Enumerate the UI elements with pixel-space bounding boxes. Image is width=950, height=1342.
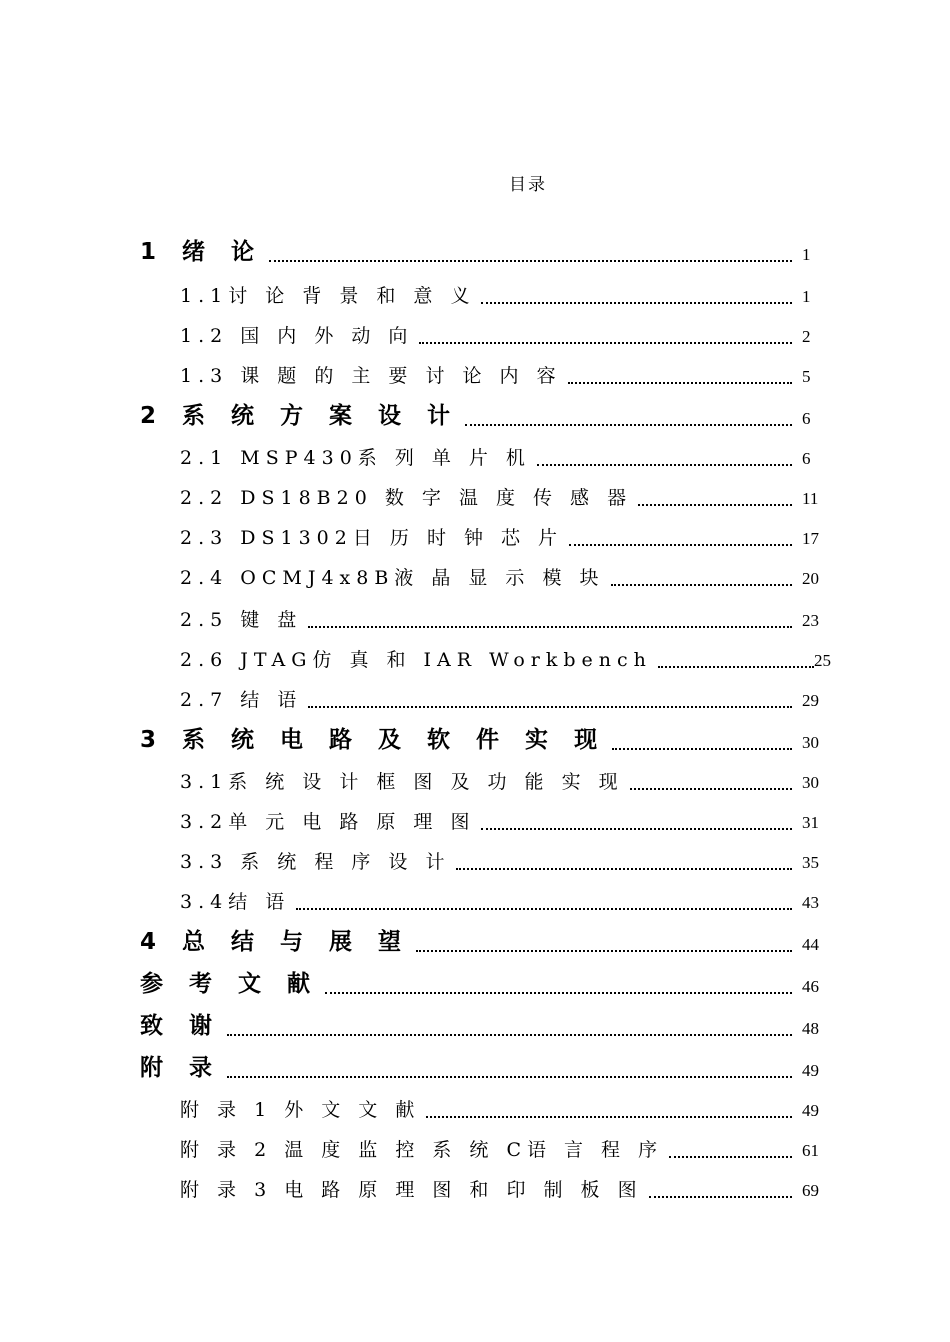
toc-entry[interactable] <box>140 520 830 550</box>
toc-entry-page: 6 <box>802 449 811 468</box>
toc-dot-leader <box>611 584 793 586</box>
toc-entry-label: 附 录 2 温 度 监 控 系 统 C语 言 程 序 <box>180 1139 664 1161</box>
toc-dot-leader <box>269 260 792 262</box>
toc-entry-label: 2.3 DS1302日 历 时 钟 芯 片 <box>180 527 564 549</box>
toc-entry[interactable] <box>140 278 830 308</box>
toc-dot-leader <box>569 544 792 546</box>
toc-dot-leader <box>638 504 792 506</box>
toc-entry[interactable] <box>140 844 830 874</box>
toc-entry-label: 2.5 键 盘 <box>180 609 303 631</box>
toc-dot-leader <box>658 666 814 668</box>
toc-entry[interactable] <box>140 1132 830 1162</box>
toc-entry[interactable] <box>140 924 830 956</box>
toc-entry-page: 49 <box>802 1061 819 1080</box>
toc-entry-label: 2.1 MSP430系 列 单 片 机 <box>180 447 531 469</box>
toc-entry[interactable] <box>140 234 830 266</box>
toc-entry-page: 30 <box>802 733 819 752</box>
toc-entry-label: 4 总 结 与 展 望 <box>140 929 411 955</box>
toc-entry-label: 附 录 1 外 文 文 献 <box>180 1099 421 1121</box>
toc-entry-page: 43 <box>802 893 819 912</box>
toc-entry[interactable] <box>140 440 830 470</box>
toc-dot-leader <box>669 1156 792 1158</box>
toc-entry-page: 29 <box>802 691 819 710</box>
toc-dot-leader <box>419 342 792 344</box>
toc-entry[interactable] <box>140 722 830 754</box>
toc-entry-label: 2.4 OCMJ4x8B液 晶 显 示 模 块 <box>180 567 605 589</box>
toc-dot-leader <box>465 424 792 426</box>
toc-dot-leader <box>537 464 792 466</box>
toc-entry-page: 17 <box>802 529 819 548</box>
toc-entry[interactable] <box>140 1172 830 1202</box>
toc-entry-page: 35 <box>802 853 819 872</box>
toc-entry[interactable] <box>140 602 830 632</box>
toc-entry[interactable] <box>140 480 830 510</box>
toc-entry-page: 2 <box>802 327 811 346</box>
toc-entry-label: 1.2 国 内 外 动 向 <box>180 325 414 347</box>
toc-entry[interactable] <box>140 1092 830 1122</box>
toc-entry[interactable] <box>140 318 830 348</box>
toc-entry[interactable] <box>140 804 830 834</box>
toc-entry-page: 61 <box>802 1141 819 1160</box>
toc-dot-leader <box>568 382 792 384</box>
toc-entry-page: 69 <box>802 1181 819 1200</box>
toc-entry-page: 46 <box>802 977 819 996</box>
toc-entry-label: 3.1系 统 设 计 框 图 及 功 能 实 现 <box>180 771 624 793</box>
toc-entry-label: 1 绪 论 <box>140 239 264 265</box>
toc-entry-label: 3.2单 元 电 路 原 理 图 <box>180 811 476 833</box>
toc-dot-leader <box>630 788 792 790</box>
toc-dot-leader <box>456 868 792 870</box>
toc-entry[interactable] <box>140 764 830 794</box>
toc-entry-page: 1 <box>802 287 811 306</box>
toc-entry-label: 2.6 JTAG仿 真 和 IAR Workbench <box>180 649 652 671</box>
toc-entry[interactable] <box>140 1050 830 1082</box>
toc-entry[interactable] <box>140 560 830 590</box>
toc-dot-leader <box>426 1116 792 1118</box>
toc-entry-label: 2 系 统 方 案 设 计 <box>140 403 460 429</box>
toc-dot-leader <box>296 908 792 910</box>
toc-entry[interactable] <box>140 1008 830 1040</box>
toc-entry[interactable] <box>140 884 830 914</box>
toc-entry-label: 参 考 文 献 <box>140 971 320 997</box>
toc-dot-leader <box>227 1034 792 1036</box>
toc-entry[interactable] <box>140 682 830 712</box>
toc-entry[interactable] <box>140 398 830 430</box>
toc-dot-leader <box>325 992 792 994</box>
toc-entry-label: 1.3 课 题 的 主 要 讨 论 内 容 <box>180 365 562 387</box>
toc-entry-label: 3.3 系 统 程 序 设 计 <box>180 851 451 873</box>
toc-entry-label: 3.4结 语 <box>180 891 291 913</box>
toc-entry-label: 附 录 3 电 路 原 理 图 和 印 制 板 图 <box>180 1179 643 1201</box>
toc-entry-page: 44 <box>802 935 819 954</box>
toc-entry-label: 附 录 <box>140 1055 222 1081</box>
toc-entry-label: 2.7 结 语 <box>180 689 303 711</box>
toc-dot-leader <box>416 950 792 952</box>
toc-dot-leader <box>308 626 792 628</box>
toc-entry-page: 11 <box>802 489 819 508</box>
toc-entry[interactable] <box>140 966 830 998</box>
toc-entry-page: 5 <box>802 367 811 386</box>
toc-entry-page: 20 <box>802 569 819 588</box>
toc-entry-page: 30 <box>802 773 819 792</box>
toc-entry-label: 致 谢 <box>140 1013 222 1039</box>
toc-entry-page: 1 <box>802 245 811 264</box>
toc-dot-leader <box>649 1196 792 1198</box>
toc-entry-page: 49 <box>802 1101 819 1120</box>
toc-dot-leader <box>481 302 792 304</box>
toc-title: 目录 <box>509 175 547 195</box>
toc-entry-page: 25 <box>814 651 831 670</box>
toc-entry[interactable] <box>140 642 830 672</box>
toc-entry-page: 31 <box>802 813 819 832</box>
toc-entry-label: 3 系 统 电 路 及 软 件 实 现 <box>140 727 607 753</box>
toc-entry[interactable] <box>140 358 830 388</box>
toc-dot-leader <box>227 1076 792 1078</box>
toc-entry-label: 1.1讨 论 背 景 和 意 义 <box>180 285 476 307</box>
toc-entry-page: 23 <box>802 611 819 630</box>
toc-entry-label: 2.2 DS18B20 数 字 温 度 传 感 器 <box>180 487 633 509</box>
toc-dot-leader <box>612 748 792 750</box>
toc-entry-page: 6 <box>802 409 811 428</box>
toc-dot-leader <box>481 828 792 830</box>
toc-entry-page: 48 <box>802 1019 819 1038</box>
toc-dot-leader <box>308 706 792 708</box>
